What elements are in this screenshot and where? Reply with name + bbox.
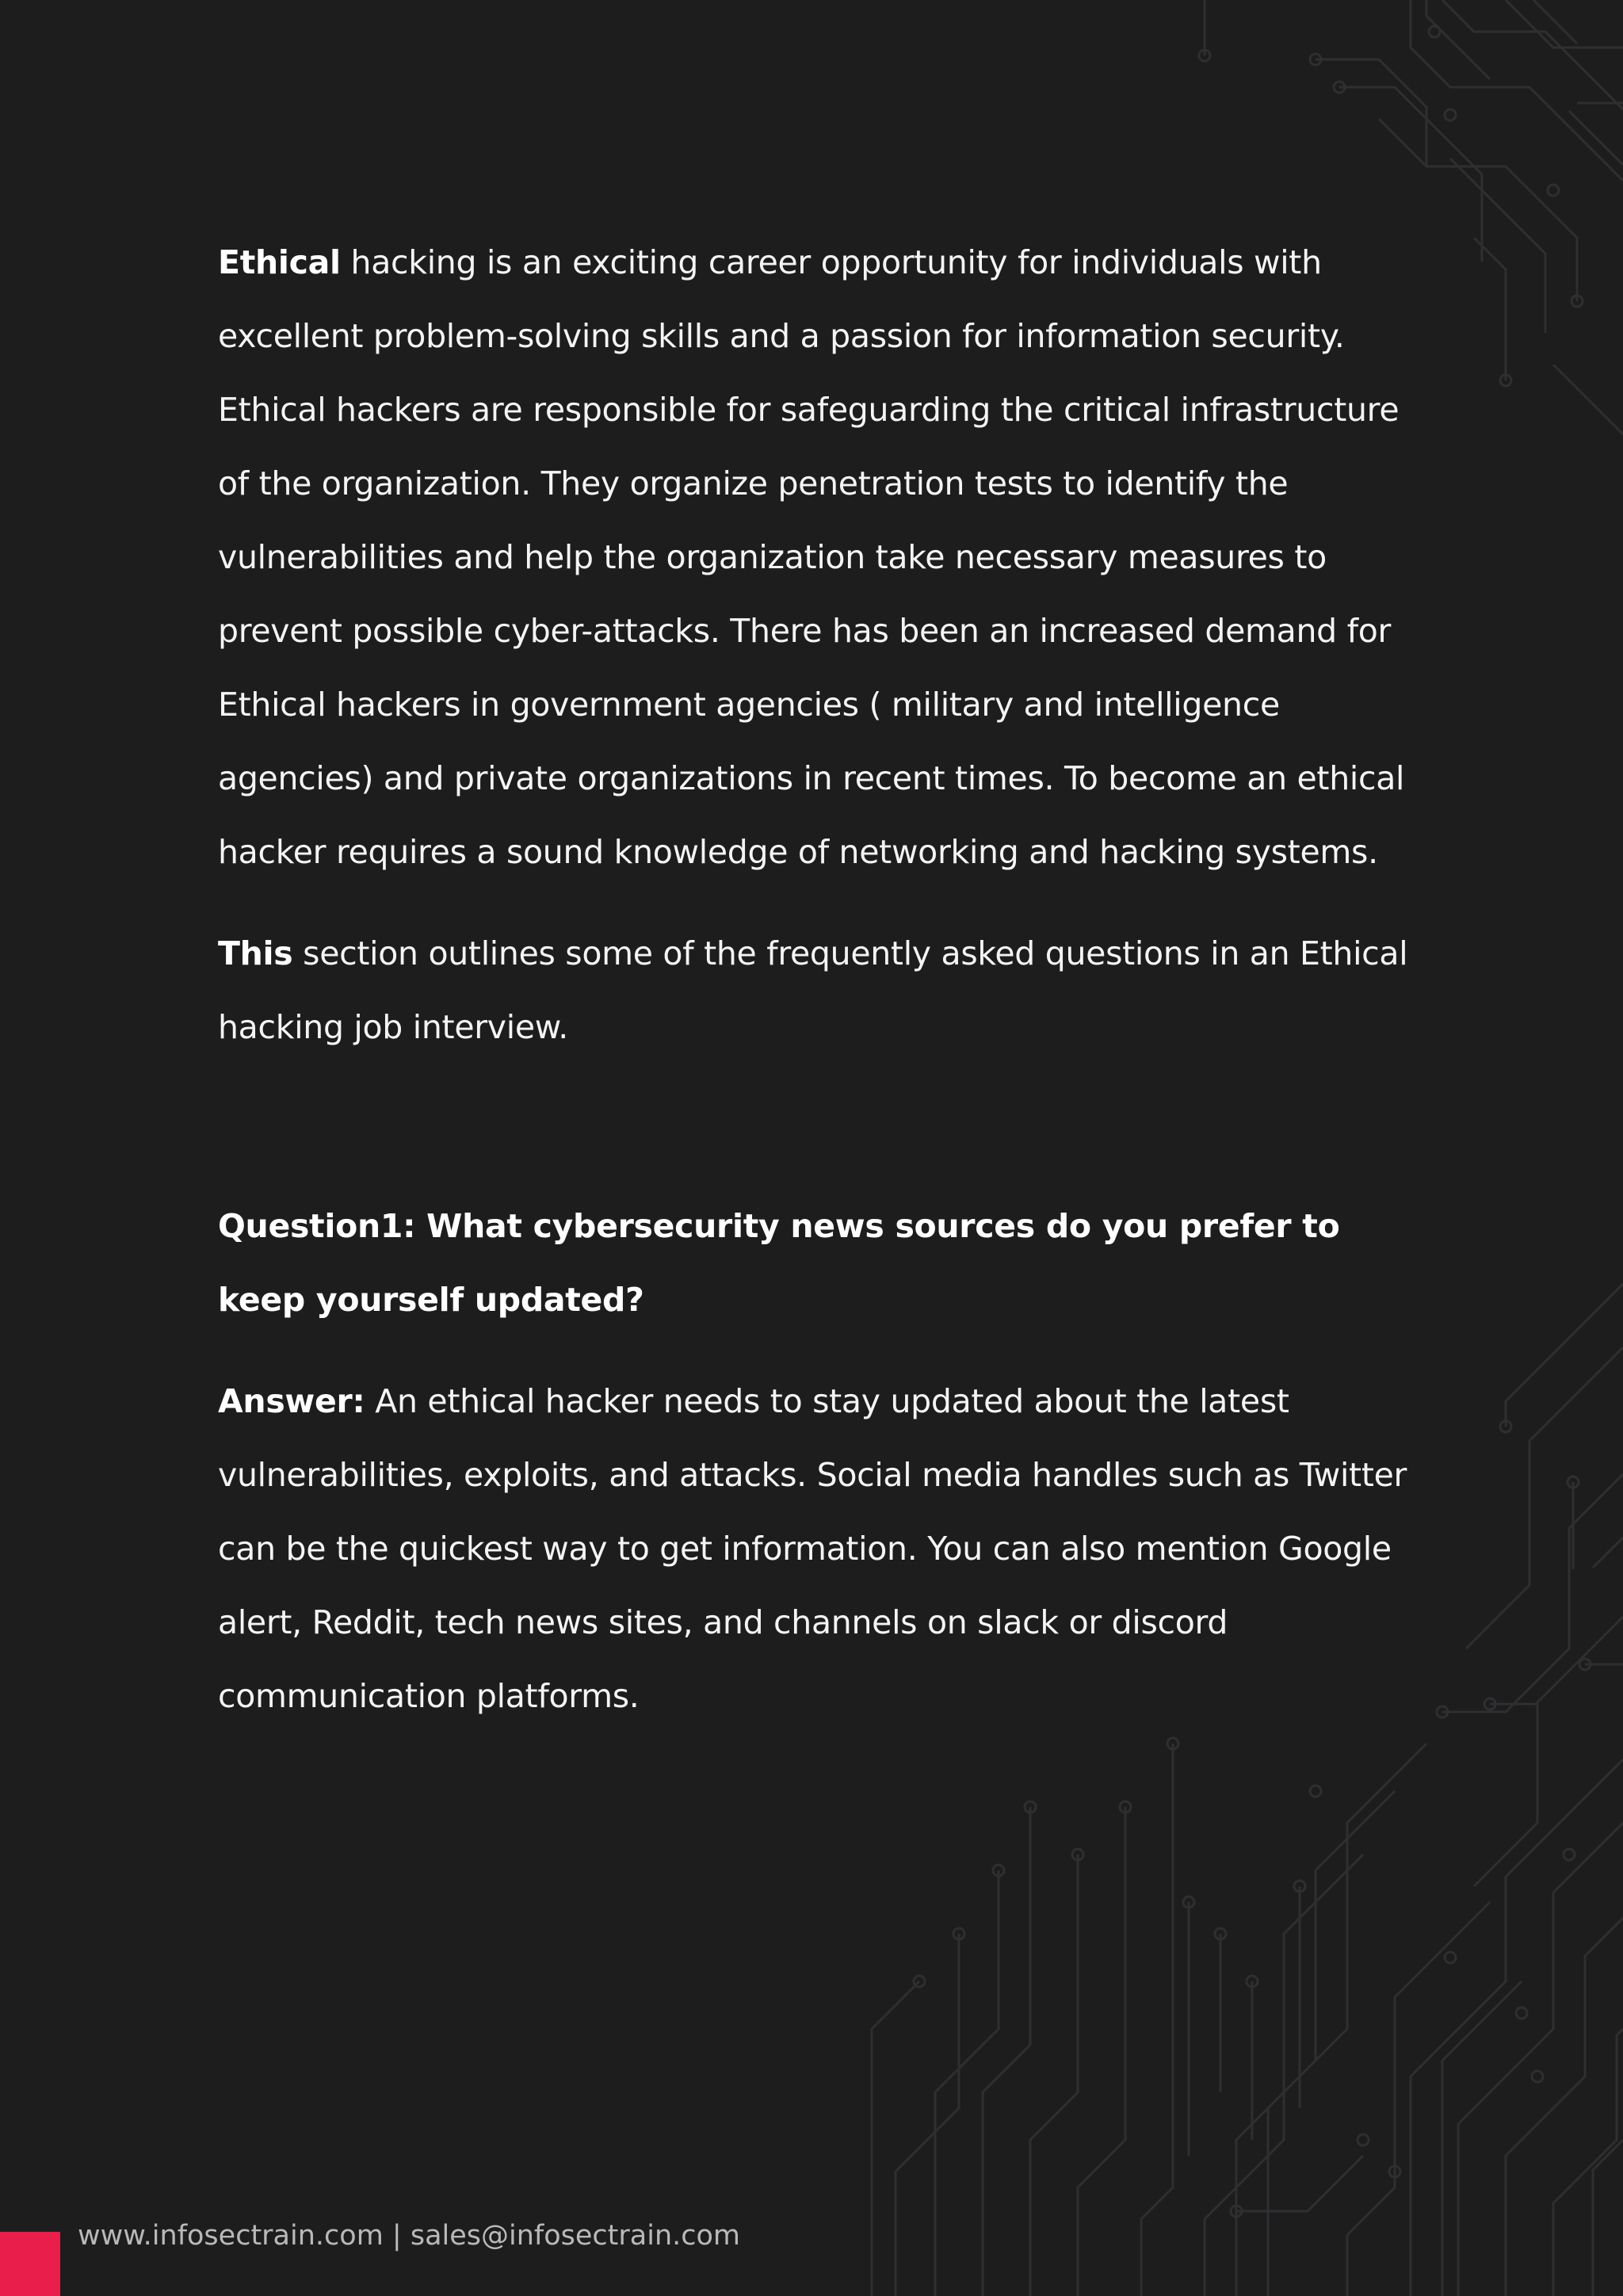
intro-lead-word: Ethical	[218, 243, 341, 281]
intro-text: hacking is an exciting career opportunity for individuals with excellent problem-solving skills and a passion for information security. Ethical hackers are responsible for safeguarding the critical infrastructure of the organization. They organize penetration tests to identify the vulnerabilities and help the organization take necessary measures to prevent possible cyber-attacks. There has been an increased demand for Ethical hackers in government agencies ( military and intelligence agencies) and private organizations in recent times. To become an ethical hacker requires a sound knowledge of networking and hacking systems.	[218, 243, 1405, 871]
section-note-paragraph	[218, 917, 1423, 1064]
answer-paragraph	[218, 1365, 1423, 1733]
intro-paragraph	[218, 226, 1423, 889]
section-note-lead-word: This	[218, 934, 293, 972]
footer-accent-square	[0, 2232, 60, 2296]
footer-contact: www.infosectrain.com | sales@infosectrain.com	[78, 2220, 741, 2252]
document-body	[218, 226, 1423, 1733]
answer-text: An ethical hacker needs to stay updated about the latest vulnerabilities, exploits, and attacks. Social media handles such as Twitter can be the quickest way to get information. You can also mention Google alert, Reddit, tech news sites, and channels on slack or discord communication platforms.	[218, 1382, 1407, 1715]
question-heading: Question1: What cybersecurity news sources do you prefer to keep yourself updated?	[218, 1207, 1340, 1319]
section-note-text: section outlines some of the frequently asked questions in an Ethical hacking job interview.	[218, 934, 1408, 1046]
answer-label: Answer:	[218, 1382, 365, 1420]
